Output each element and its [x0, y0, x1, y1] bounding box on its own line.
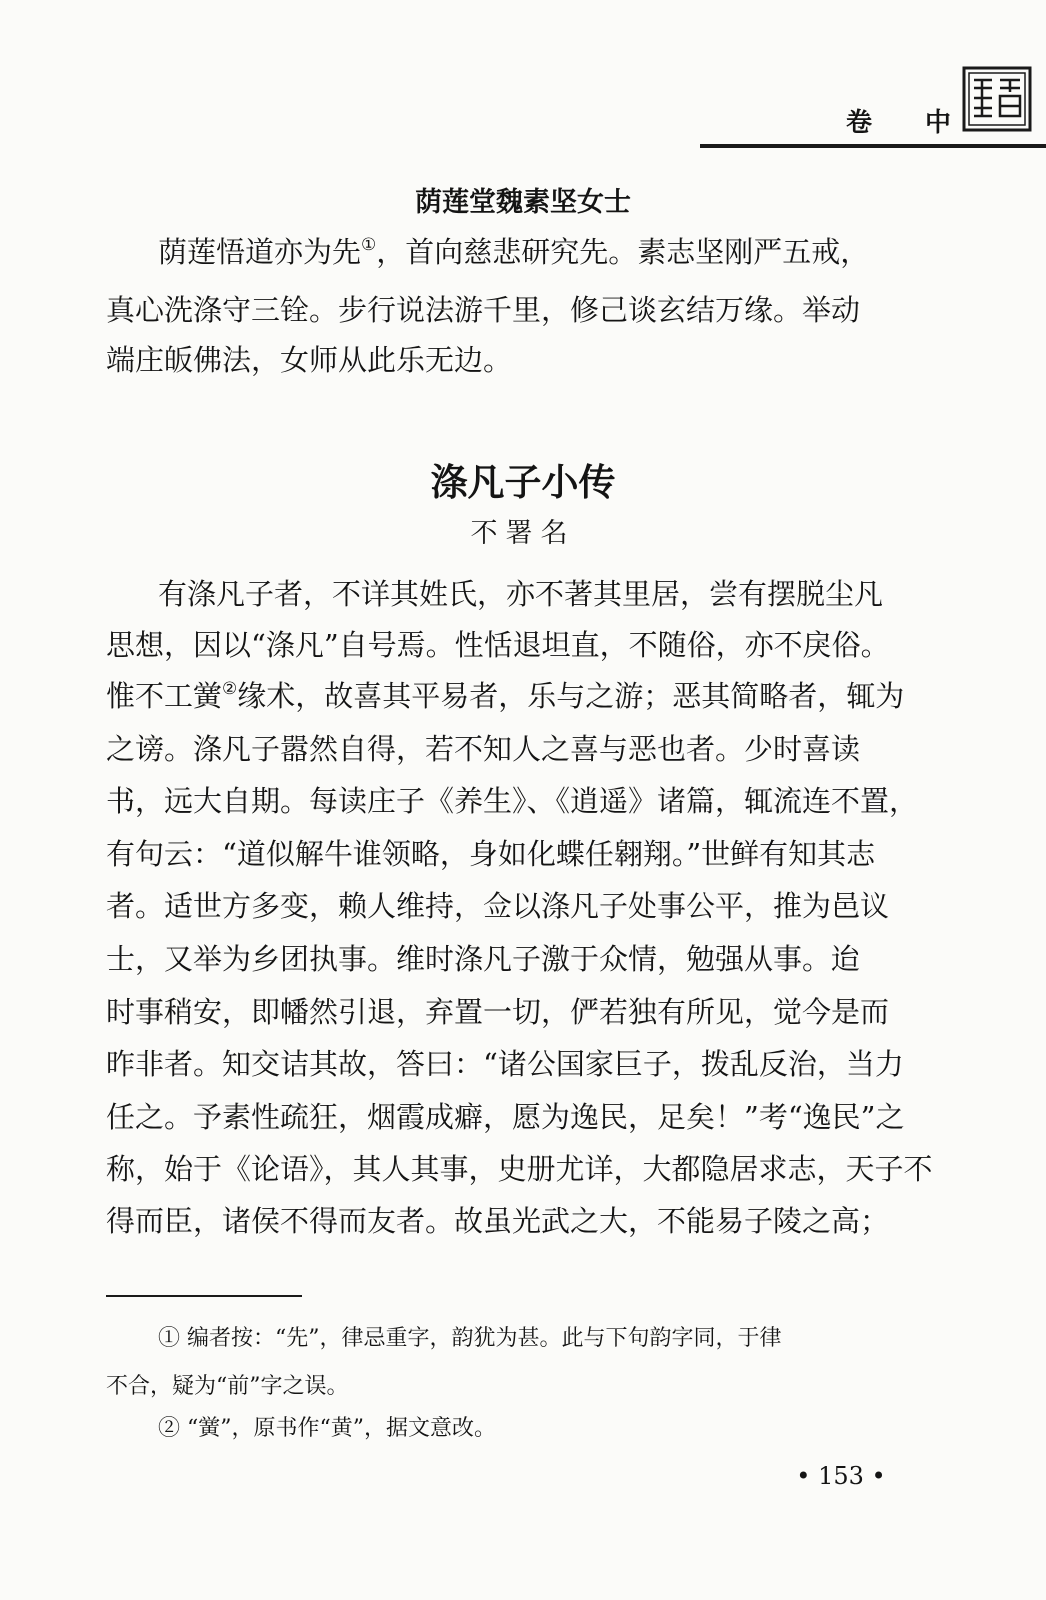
poem-line: 真心洗涤守三铨。步行说法游千里，修己谈玄结万缘。举动 — [106, 293, 861, 327]
footnote-marker: ② — [222, 679, 238, 699]
footnote-line: ② “黉”，原书作“黄”，据文意改。 — [158, 1416, 496, 1441]
article-title: 涤凡子小传 — [430, 460, 616, 504]
poem-text: ，首向慈悲研究先。素志坚刚严五戒， — [376, 235, 870, 269]
poem-line — [106, 236, 946, 268]
body-text: 惟不工黉 — [106, 679, 223, 713]
body-line: 得而臣，诸侯不得而友者。故虽光武之大，不能易子陵之高； — [106, 1204, 890, 1238]
body-line: 者。适世方多变，赖人维持，佥以涤凡子处事公平，推为邑议 — [106, 889, 890, 923]
footnote-line: ① 编者按：“先”，律忌重字，韵犹为甚。此与下句韵字同，于律 — [158, 1326, 782, 1351]
poem-title: 荫莲堂魏素坚女士 — [415, 187, 631, 218]
body-text: 缘术，故喜其平易者，乐与之游；恶其简略者，辄为 — [237, 679, 905, 713]
body-line: 昨非者。知交诘其故，答曰：“诸公国家巨子，拨乱反治，当力 — [106, 1047, 904, 1081]
page-number: • 153 • — [796, 1462, 886, 1490]
body-line: 任之。予素性疏狂，烟霞成癖，愿为逸民，足矣！”考“逸民”之 — [106, 1100, 905, 1134]
body-line: 书，远大自期。每读庄子《养生》、《逍遥》诸篇，辄流连不置， — [106, 784, 919, 818]
body-line: 时事稍安，即幡然引退，弃置一切，俨若独有所见，觉今是而 — [106, 995, 890, 1029]
body-line: 之谤。涤凡子嚣然自得，若不知人之喜与恶也者。少时喜读 — [106, 732, 861, 766]
body-line: 士，又举为乡团执事。维时涤凡子激于众情，勉强从事。迨 — [106, 942, 861, 976]
body-line: 思想，因以“涤凡”自号焉。性恬退坦直，不随俗，亦不戾俗。 — [106, 628, 890, 662]
article-author: 不署名 — [470, 518, 576, 549]
footnote-marker: ① — [361, 235, 377, 255]
body-line: 有涤凡子者，不详其姓氏，亦不著其里居，尝有摆脱尘凡 — [158, 577, 884, 611]
footnote-rule — [106, 1295, 302, 1297]
footnote-line: 不合，疑为“前”字之误。 — [106, 1374, 349, 1399]
poem-line: 端庄皈佛法，女师从此乐无边。 — [106, 343, 513, 377]
body-line: 有句云：“道似解牛谁领略，身如化蝶任翱翔。”世鲜有知其志 — [106, 837, 876, 871]
seal-logo — [962, 66, 1032, 132]
section-header: 卷 中 — [846, 108, 974, 138]
body-line: 称，始于《论语》，其人其事，史册尤详，大都隐居求志，天子不 — [106, 1152, 933, 1186]
poem-text: 荫莲悟道亦为先 — [158, 235, 362, 269]
header-rule — [700, 144, 1046, 148]
body-line — [106, 680, 946, 712]
